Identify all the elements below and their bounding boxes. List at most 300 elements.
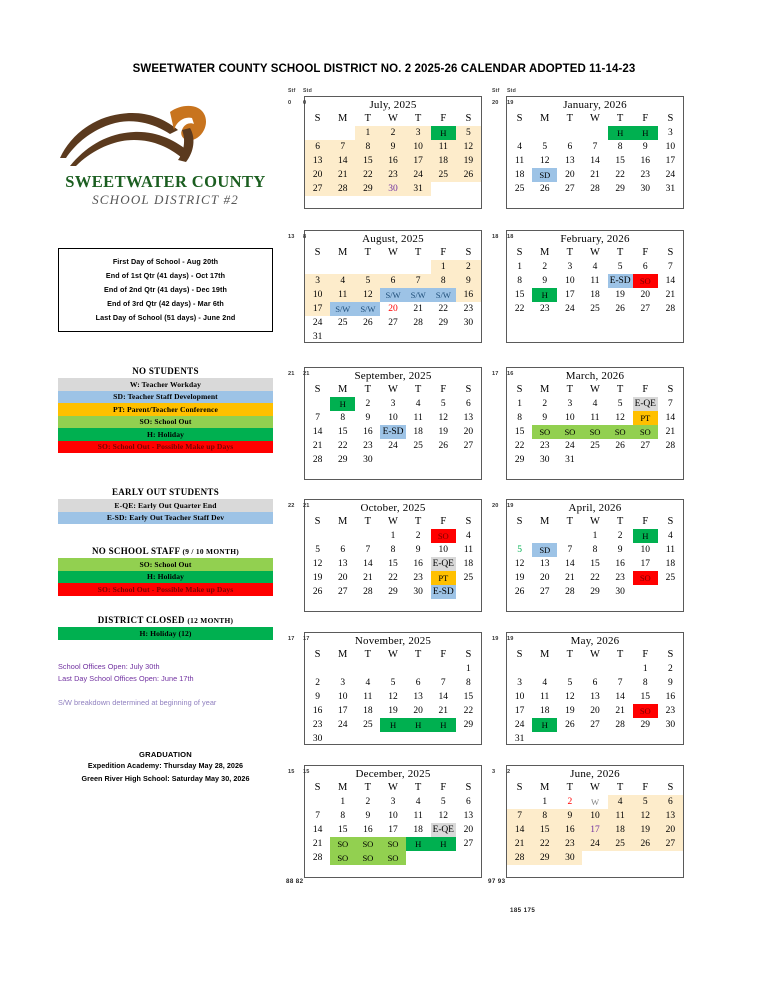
day-cell[interactable]: 31 [406, 182, 431, 196]
day-cell[interactable]: 28 [590, 184, 600, 194]
day-cell[interactable]: 29 [514, 455, 525, 465]
day-cell[interactable]: 26 [363, 318, 373, 328]
day-cell[interactable]: 7 [315, 413, 320, 423]
day-cell[interactable]: 10 [565, 413, 575, 423]
day-cell[interactable]: 30 [665, 720, 676, 730]
day-cell[interactable]: 22 [532, 837, 557, 851]
day-cell[interactable]: 5 [617, 262, 623, 272]
day-cell[interactable]: 12 [388, 692, 398, 702]
day-cell[interactable]: 22 [463, 706, 474, 716]
day-cell[interactable]: 10 [406, 140, 431, 154]
day-cell[interactable]: 27 [305, 182, 330, 196]
day-cell[interactable]: 14 [312, 427, 323, 437]
day-cell[interactable]: 12 [514, 559, 525, 569]
day-cell-marked[interactable]: SO [633, 571, 658, 585]
day-cell-marked[interactable]: SO [330, 851, 355, 865]
day-cell[interactable]: 7 [567, 545, 573, 555]
day-cell[interactable]: 13 [539, 559, 550, 569]
day-cell[interactable]: 9 [542, 413, 548, 423]
day-cell-marked[interactable]: E-SD [431, 585, 456, 599]
day-cell[interactable]: 22 [514, 304, 525, 314]
day-cell-marked[interactable]: S/W [406, 288, 431, 302]
day-cell[interactable]: 5 [440, 399, 446, 409]
day-cell[interactable]: 30 [615, 587, 625, 597]
day-cell[interactable]: 6 [592, 678, 598, 688]
day-cell[interactable]: 12 [355, 288, 380, 302]
day-cell[interactable]: 4 [542, 678, 548, 688]
day-cell[interactable]: 8 [517, 413, 522, 423]
day-cell[interactable]: 20 [337, 573, 348, 583]
day-cell[interactable]: 11 [363, 692, 373, 702]
day-cell-marked[interactable]: H [431, 837, 456, 851]
day-cell[interactable]: 9 [617, 545, 623, 555]
day-cell[interactable]: 23 [640, 170, 651, 180]
day-cell[interactable]: 25 [590, 441, 600, 451]
day-cell[interactable]: 7 [440, 678, 446, 688]
day-cell[interactable]: 11 [590, 276, 600, 286]
day-cell[interactable]: 23 [413, 573, 423, 583]
day-cell[interactable]: 9 [642, 142, 648, 152]
day-cell[interactable]: 29 [337, 455, 348, 465]
day-cell[interactable]: 10 [582, 809, 607, 823]
day-cell[interactable]: 3 [517, 678, 522, 688]
day-cell[interactable]: 12 [633, 809, 658, 823]
day-cell[interactable]: 23 [557, 837, 582, 851]
day-cell[interactable]: 3 [567, 399, 573, 409]
day-cell[interactable]: 5 [542, 142, 548, 152]
day-cell-marked[interactable]: SO [355, 851, 380, 865]
day-cell[interactable]: 18 [665, 559, 676, 569]
day-cell[interactable]: 13 [305, 154, 330, 168]
day-cell[interactable]: 21 [413, 304, 423, 314]
day-cell[interactable]: 8 [617, 142, 623, 152]
day-cell[interactable]: 23 [363, 441, 373, 451]
day-cell[interactable]: 28 [565, 587, 575, 597]
day-cell-marked[interactable]: S/W [380, 288, 405, 302]
day-cell[interactable]: 14 [507, 823, 532, 837]
day-cell[interactable]: 24 [406, 168, 431, 182]
day-cell[interactable]: 20 [463, 427, 474, 437]
day-cell[interactable]: 18 [590, 290, 600, 300]
day-cell[interactable]: 16 [615, 559, 625, 569]
day-cell[interactable]: 1 [542, 797, 548, 807]
day-cell[interactable]: 2 [315, 678, 320, 688]
day-cell[interactable]: 24 [665, 170, 676, 180]
day-cell[interactable]: 22 [438, 304, 449, 314]
day-cell-marked[interactable]: E-QE [432, 825, 454, 835]
day-cell[interactable]: 27 [640, 304, 651, 314]
day-cell[interactable]: 10 [388, 413, 398, 423]
day-cell[interactable]: 14 [615, 692, 625, 702]
day-cell[interactable]: 27 [539, 587, 550, 597]
day-cell[interactable]: 15 [532, 823, 557, 837]
day-cell[interactable]: 29 [532, 851, 557, 865]
day-cell[interactable]: 16 [312, 706, 323, 716]
day-cell[interactable]: 20 [539, 573, 550, 583]
day-cell[interactable]: 28 [312, 455, 323, 465]
day-cell-marked[interactable]: E-SD [380, 425, 405, 439]
day-cell[interactable]: 13 [463, 811, 474, 821]
day-cell[interactable]: 5 [440, 797, 446, 807]
day-cell[interactable]: 27 [463, 441, 474, 451]
day-cell[interactable]: 9 [365, 811, 371, 821]
day-cell[interactable]: 19 [565, 706, 575, 716]
day-cell[interactable]: 20 [463, 825, 474, 835]
day-cell[interactable]: 26 [565, 720, 575, 730]
day-cell[interactable]: 16 [363, 825, 373, 835]
day-cell[interactable]: 10 [514, 692, 525, 702]
day-cell[interactable]: 21 [330, 168, 355, 182]
day-cell[interactable]: 19 [514, 573, 525, 583]
day-cell[interactable]: 11 [608, 809, 633, 823]
day-cell[interactable]: 13 [590, 692, 600, 702]
day-cell-marked[interactable]: SO [608, 425, 633, 439]
day-cell[interactable]: 15 [355, 154, 380, 168]
day-cell[interactable]: 8 [642, 678, 648, 688]
day-cell[interactable]: 30 [640, 184, 651, 194]
day-cell[interactable]: 5 [355, 274, 380, 288]
day-cell[interactable]: 3 [567, 262, 573, 272]
day-cell[interactable]: 16 [380, 154, 405, 168]
day-cell[interactable]: 29 [355, 182, 380, 196]
day-cell[interactable]: 15 [388, 559, 398, 569]
day-cell[interactable]: 10 [640, 545, 651, 555]
day-cell[interactable]: 17 [514, 706, 525, 716]
day-cell[interactable]: 18 [514, 170, 525, 180]
day-cell[interactable]: 30 [380, 182, 405, 196]
day-cell[interactable]: 27 [565, 184, 575, 194]
day-cell[interactable]: 23 [312, 720, 323, 730]
day-cell[interactable]: 10 [337, 692, 348, 702]
day-cell[interactable]: 22 [388, 573, 398, 583]
day-cell[interactable]: 21 [363, 573, 373, 583]
day-cell[interactable]: 10 [388, 811, 398, 821]
day-cell-marked[interactable]: H [532, 718, 557, 732]
day-cell[interactable]: 7 [617, 678, 623, 688]
day-cell[interactable]: 2 [415, 531, 421, 541]
day-cell[interactable]: 16 [640, 156, 651, 166]
day-cell[interactable]: 8 [340, 811, 346, 821]
day-cell-marked[interactable]: SD [532, 543, 557, 557]
day-cell[interactable]: 15 [463, 692, 474, 702]
day-cell[interactable]: 4 [330, 274, 355, 288]
day-cell[interactable]: 17 [337, 706, 348, 716]
day-cell[interactable]: 11 [431, 140, 456, 154]
day-cell[interactable]: 13 [337, 559, 348, 569]
day-cell[interactable]: 25 [413, 441, 423, 451]
day-cell[interactable]: 23 [539, 304, 550, 314]
day-cell[interactable]: 4 [415, 399, 421, 409]
day-cell[interactable]: 26 [456, 168, 481, 182]
day-cell-marked[interactable]: E-SD [608, 274, 633, 288]
day-cell[interactable]: 28 [665, 304, 676, 314]
day-cell[interactable]: 22 [590, 573, 600, 583]
day-cell[interactable]: 18 [413, 427, 423, 437]
day-cell[interactable]: 6 [567, 142, 573, 152]
day-cell[interactable]: 24 [312, 318, 323, 328]
day-cell[interactable]: 13 [413, 692, 423, 702]
day-cell[interactable]: 20 [565, 170, 575, 180]
day-cell[interactable]: 25 [608, 837, 633, 851]
day-cell[interactable]: 20 [305, 168, 330, 182]
day-cell[interactable]: 7 [668, 262, 673, 272]
day-cell[interactable]: 12 [615, 413, 625, 423]
day-cell[interactable]: 6 [305, 140, 330, 154]
day-cell[interactable]: 6 [658, 795, 683, 809]
day-cell[interactable]: 6 [466, 399, 471, 409]
day-cell[interactable]: 7 [315, 811, 320, 821]
day-cell[interactable]: 3 [668, 128, 673, 138]
day-cell[interactable]: 4 [668, 531, 673, 541]
day-cell[interactable]: 3 [406, 126, 431, 140]
day-cell[interactable]: 17 [565, 290, 575, 300]
day-cell[interactable]: 7 [406, 274, 431, 288]
day-cell[interactable]: 9 [456, 274, 481, 288]
day-cell[interactable]: 19 [615, 290, 625, 300]
day-cell-marked[interactable]: H [633, 529, 658, 543]
day-cell[interactable]: 26 [514, 587, 525, 597]
day-cell[interactable]: 26 [615, 441, 625, 451]
day-cell[interactable]: 2 [617, 531, 623, 541]
day-cell[interactable]: 20 [658, 823, 683, 837]
day-cell[interactable]: 23 [380, 168, 405, 182]
day-cell[interactable]: 16 [456, 288, 481, 302]
day-cell[interactable]: 29 [388, 587, 398, 597]
day-cell[interactable]: 29 [438, 318, 449, 328]
day-cell[interactable]: 28 [363, 587, 373, 597]
day-cell[interactable]: 24 [337, 720, 348, 730]
day-cell[interactable]: 17 [640, 559, 651, 569]
day-cell[interactable]: 30 [363, 455, 373, 465]
day-cell-marked[interactable]: E-QE [432, 559, 454, 569]
day-cell[interactable]: 23 [463, 304, 474, 314]
day-cell-marked[interactable]: H [532, 288, 557, 302]
day-cell[interactable]: 12 [456, 140, 481, 154]
day-cell[interactable]: 11 [413, 413, 423, 423]
day-cell[interactable]: 25 [337, 318, 348, 328]
day-cell[interactable]: 10 [665, 142, 676, 152]
day-cell[interactable]: 19 [456, 154, 481, 168]
day-cell[interactable]: 26 [633, 837, 658, 851]
day-cell[interactable]: 21 [665, 290, 676, 300]
day-cell[interactable]: 27 [337, 587, 348, 597]
day-cell[interactable]: 5 [633, 795, 658, 809]
day-cell[interactable]: 9 [557, 809, 582, 823]
day-cell[interactable]: 4 [415, 797, 421, 807]
day-cell[interactable]: 14 [312, 825, 323, 835]
day-cell[interactable]: 19 [312, 573, 323, 583]
day-cell[interactable]: 2 [456, 260, 481, 274]
day-cell[interactable]: 12 [539, 156, 550, 166]
day-cell[interactable]: 5 [456, 126, 481, 140]
day-cell-marked[interactable]: SO [355, 837, 380, 851]
day-cell-marked[interactable]: PT [633, 411, 658, 425]
day-cell[interactable]: 6 [642, 262, 648, 272]
day-cell[interactable]: 4 [466, 531, 471, 541]
day-cell[interactable]: 11 [413, 811, 423, 821]
day-cell[interactable]: 8 [340, 413, 346, 423]
day-cell[interactable]: 3 [390, 399, 396, 409]
day-cell[interactable]: 16 [363, 427, 373, 437]
day-cell[interactable]: 1 [466, 664, 471, 674]
day-cell[interactable]: 13 [463, 413, 474, 423]
day-cell[interactable]: 1 [431, 260, 456, 274]
day-cell[interactable]: 14 [438, 692, 449, 702]
day-cell-marked[interactable]: W [590, 797, 599, 807]
day-cell[interactable]: 9 [542, 276, 548, 286]
day-cell[interactable]: 26 [539, 184, 550, 194]
day-cell-marked[interactable]: SO [557, 425, 582, 439]
day-cell[interactable]: 28 [413, 318, 423, 328]
day-cell[interactable]: 12 [312, 559, 323, 569]
day-cell[interactable]: 9 [315, 692, 320, 702]
day-cell[interactable]: 27 [640, 441, 651, 451]
day-cell[interactable]: 1 [390, 531, 396, 541]
day-cell[interactable]: 9 [668, 678, 673, 688]
day-cell[interactable]: 17 [665, 156, 676, 166]
day-cell[interactable]: 17 [582, 823, 607, 837]
day-cell[interactable]: 24 [565, 441, 575, 451]
day-cell[interactable]: 19 [388, 706, 398, 716]
day-cell[interactable]: 11 [540, 692, 550, 702]
day-cell-marked[interactable]: PT [431, 571, 456, 585]
day-cell[interactable]: 28 [312, 853, 323, 863]
day-cell[interactable]: 7 [365, 545, 371, 555]
day-cell[interactable]: 18 [413, 825, 423, 835]
day-cell-marked[interactable]: S/W [355, 302, 380, 316]
day-cell[interactable]: 24 [388, 441, 398, 451]
day-cell[interactable]: 18 [431, 154, 456, 168]
day-cell[interactable]: 25 [665, 573, 676, 583]
day-cell[interactable]: 19 [438, 427, 449, 437]
day-cell[interactable]: 1 [355, 126, 380, 140]
day-cell[interactable]: 21 [615, 706, 625, 716]
day-cell[interactable]: 27 [658, 837, 683, 851]
day-cell[interactable]: 1 [517, 399, 522, 409]
day-cell[interactable]: 17 [406, 154, 431, 168]
day-cell[interactable]: 11 [665, 545, 675, 555]
day-cell[interactable]: 16 [665, 692, 676, 702]
day-cell[interactable]: 2 [668, 664, 673, 674]
day-cell[interactable]: 3 [340, 678, 346, 688]
day-cell-marked[interactable]: H [380, 718, 405, 732]
day-cell[interactable]: 24 [565, 304, 575, 314]
day-cell[interactable]: 12 [438, 413, 449, 423]
day-cell-marked[interactable]: H [406, 837, 431, 851]
day-cell[interactable]: 8 [466, 678, 471, 688]
day-cell[interactable]: 31 [565, 455, 575, 465]
day-cell[interactable]: 21 [312, 839, 323, 849]
day-cell-marked[interactable]: SO [380, 837, 405, 851]
day-cell[interactable]: 2 [542, 399, 548, 409]
day-cell[interactable]: 9 [365, 413, 371, 423]
day-cell[interactable]: 15 [514, 427, 525, 437]
day-cell[interactable]: 11 [463, 545, 473, 555]
day-cell[interactable]: 8 [592, 545, 598, 555]
day-cell[interactable]: 29 [640, 720, 651, 730]
day-cell[interactable]: 25 [363, 720, 373, 730]
day-cell-marked[interactable]: SO [633, 274, 658, 288]
day-cell[interactable]: 1 [592, 531, 598, 541]
day-cell-marked[interactable]: H [633, 126, 658, 140]
day-cell-marked[interactable]: SO [380, 851, 405, 865]
day-cell[interactable]: 15 [640, 692, 651, 702]
day-cell[interactable]: 25 [431, 168, 456, 182]
day-cell[interactable]: 22 [615, 170, 625, 180]
day-cell[interactable]: 28 [330, 182, 355, 196]
day-cell[interactable]: 6 [466, 797, 471, 807]
day-cell[interactable]: 11 [590, 413, 600, 423]
day-cell[interactable]: 21 [507, 837, 532, 851]
day-cell[interactable]: 18 [608, 823, 633, 837]
day-cell[interactable]: 17 [388, 825, 398, 835]
day-cell[interactable]: 24 [582, 837, 607, 851]
day-cell[interactable]: 30 [463, 318, 474, 328]
day-cell[interactable]: 29 [590, 587, 600, 597]
day-cell[interactable]: 1 [340, 797, 346, 807]
day-cell[interactable]: 27 [388, 318, 398, 328]
day-cell[interactable]: 26 [438, 441, 449, 451]
day-cell[interactable]: 20 [388, 304, 398, 314]
day-cell[interactable]: 21 [665, 427, 676, 437]
day-cell[interactable]: 12 [565, 692, 575, 702]
day-cell[interactable]: 14 [665, 276, 676, 286]
day-cell[interactable]: 15 [514, 290, 525, 300]
day-cell[interactable]: 11 [514, 156, 525, 166]
day-cell[interactable]: 15 [590, 559, 600, 569]
day-cell[interactable]: 23 [539, 441, 550, 451]
day-cell[interactable]: 2 [365, 399, 371, 409]
day-cell-marked[interactable]: H [330, 397, 355, 411]
day-cell[interactable]: 21 [590, 170, 600, 180]
day-cell[interactable]: 8 [355, 140, 380, 154]
day-cell[interactable]: 8 [532, 809, 557, 823]
day-cell[interactable]: 18 [463, 559, 474, 569]
day-cell[interactable]: 21 [312, 441, 323, 451]
day-cell[interactable]: 2 [365, 797, 371, 807]
day-cell[interactable]: 13 [658, 809, 683, 823]
day-cell[interactable]: 12 [438, 811, 449, 821]
day-cell-marked[interactable]: SD [532, 168, 557, 182]
day-cell[interactable]: 2 [380, 126, 405, 140]
day-cell-marked[interactable]: SO [431, 529, 456, 543]
day-cell[interactable]: 29 [463, 720, 474, 730]
day-cell[interactable]: 22 [355, 168, 380, 182]
day-cell[interactable]: 4 [592, 399, 598, 409]
day-cell[interactable]: 7 [330, 140, 355, 154]
day-cell-marked[interactable]: SO [582, 425, 607, 439]
day-cell[interactable]: 18 [539, 706, 550, 716]
day-cell[interactable]: 25 [463, 573, 474, 583]
day-cell[interactable]: 21 [565, 573, 575, 583]
day-cell[interactable]: 2 [542, 262, 548, 272]
day-cell[interactable]: 3 [305, 274, 330, 288]
day-cell-marked[interactable]: SO [532, 425, 557, 439]
day-cell[interactable]: 17 [305, 302, 330, 316]
day-cell[interactable]: 4 [592, 262, 598, 272]
day-cell[interactable]: 15 [615, 156, 625, 166]
day-cell[interactable]: 14 [565, 559, 575, 569]
day-cell[interactable]: 23 [615, 573, 625, 583]
day-cell[interactable]: 31 [312, 332, 323, 342]
day-cell[interactable]: 20 [590, 706, 600, 716]
day-cell[interactable]: 20 [413, 706, 423, 716]
day-cell[interactable]: 16 [413, 559, 423, 569]
day-cell-marked[interactable]: SO [633, 425, 658, 439]
day-cell[interactable]: 18 [363, 706, 373, 716]
day-cell[interactable]: 26 [312, 587, 323, 597]
day-cell-marked[interactable]: H [406, 718, 431, 732]
